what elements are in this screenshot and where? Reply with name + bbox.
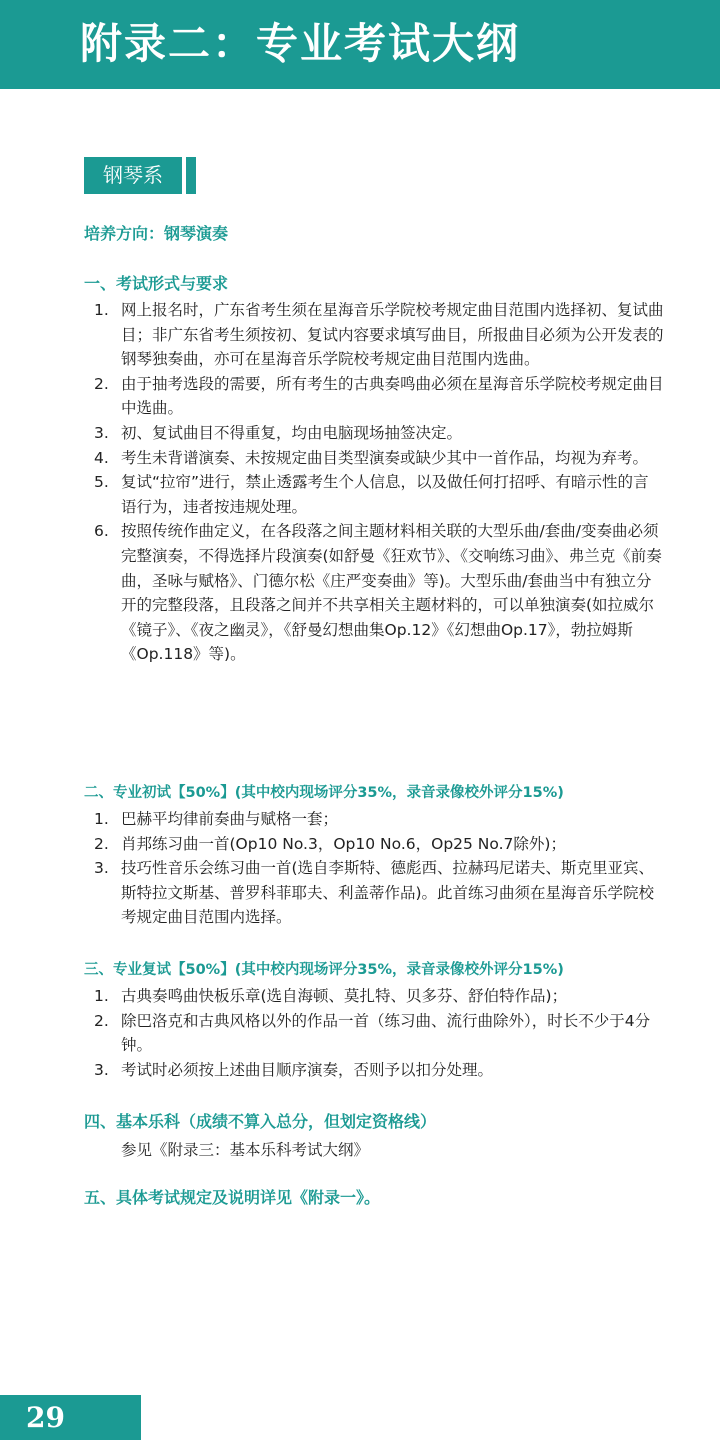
- list-item: 1. 古典奏鸣曲快板乐章(选自海顿、莫扎特、贝多芬、舒伯特作品)；: [94, 987, 568, 1005]
- section-2-list: [84, 807, 664, 930]
- training-direction: 培养方向：钢琴演奏: [84, 224, 229, 243]
- section-1-title: 一、考试形式与要求: [84, 274, 229, 293]
- section-4-title: 四、基本乐科（成绩不算入总分，但划定资格线）: [84, 1112, 437, 1131]
- list-item: 5. 复试“拉帘”进行，禁止透露考生个人信息，以及做任何打招呼、有暗示性的言语行为，违者按违规处理。: [94, 473, 649, 516]
- section-3-list: [84, 984, 664, 1082]
- list-item: 1. 网上报名时，广东省考生须在星海音乐学院校考规定曲目范围内选择初、复试曲目；非广东省考生须按初、复试内容要求填写曲目，所报曲目必须为公开发表的钢琴独奏曲，亦可在星海音乐学院校考规定曲目范围内选曲。: [94, 301, 664, 369]
- section-5-title: 五、具体考试规定及说明详见《附录一》。: [84, 1188, 381, 1207]
- list-item: 4. 考生未背谱演奏、未按规定曲目类型演奏或缺少其中一首作品，均视为弃考。: [94, 448, 649, 467]
- list-item: 3. 初、复试曲目不得重复，均由电脑现场抽签决定。: [94, 423, 463, 442]
- list-item: 3. 技巧性音乐会练习曲一首(选自李斯特、德彪西、拉赫玛尼诺夫、斯克里亚宾、斯特拉文斯基、普罗科菲耶夫、利盖蒂作品)。此首练习曲须在星海音乐学院校考规定曲目范围内选择。: [94, 859, 655, 927]
- department-label-accent: [186, 157, 196, 194]
- page-number-box: [0, 1395, 141, 1440]
- department-label: 钢琴系: [84, 157, 182, 194]
- list-item: 3. 考试时必须按上述曲目顺序演奏，否则予以扣分处理。: [94, 1060, 494, 1079]
- section-4-note: 参见《附录三：基本乐科考试大纲》: [121, 1141, 370, 1159]
- list-item: 1. 巴赫平均律前奏曲与赋格一套；: [94, 810, 339, 828]
- list-item: 6. 按照传统作曲定义，在各段落之间主题材料相关联的大型乐曲/套曲/变奏曲必须完整演奏，不得选择片段演奏(如舒曼《狂欢节》、《交响练习曲》、弗兰克《前奏曲，圣咏与赋格》、门德尔松《庄严变奏曲》等)。大型乐曲/套曲当中有独立分开的完整段落，且段落之间并不共享相关主题材料的，可以单独演奏(如拉威尔《镜子》、《夜之幽灵》，《舒曼幻想曲集Op.12》《幻想曲Op.17》，勃拉姆斯《Op.118》等)。: [94, 522, 662, 664]
- page-title: 附录二：专业考试大纲: [80, 19, 521, 68]
- list-item: 2. 由于抽考选段的需要，所有考生的古典奏鸣曲必须在星海音乐学院校考规定曲目中选曲。: [94, 374, 664, 418]
- section-3-title: 三、专业复试【50%】(其中校内现场评分35%，录音录像校外评分15%): [84, 962, 564, 978]
- list-item: 2. 除巴洛克和古典风格以外的作品一首（练习曲、流行曲除外），时长不少于4分钟。: [94, 1011, 651, 1055]
- section-2-title: 二、专业初试【50%】(其中校内现场评分35%，录音录像校外评分15%): [84, 785, 564, 801]
- list-item: 2. 肖邦练习曲一首(Op10 No.3，Op10 No.6，Op25 No.7除外)；: [94, 834, 566, 853]
- page-number: 29: [26, 1401, 65, 1434]
- section-1-list: [84, 298, 664, 667]
